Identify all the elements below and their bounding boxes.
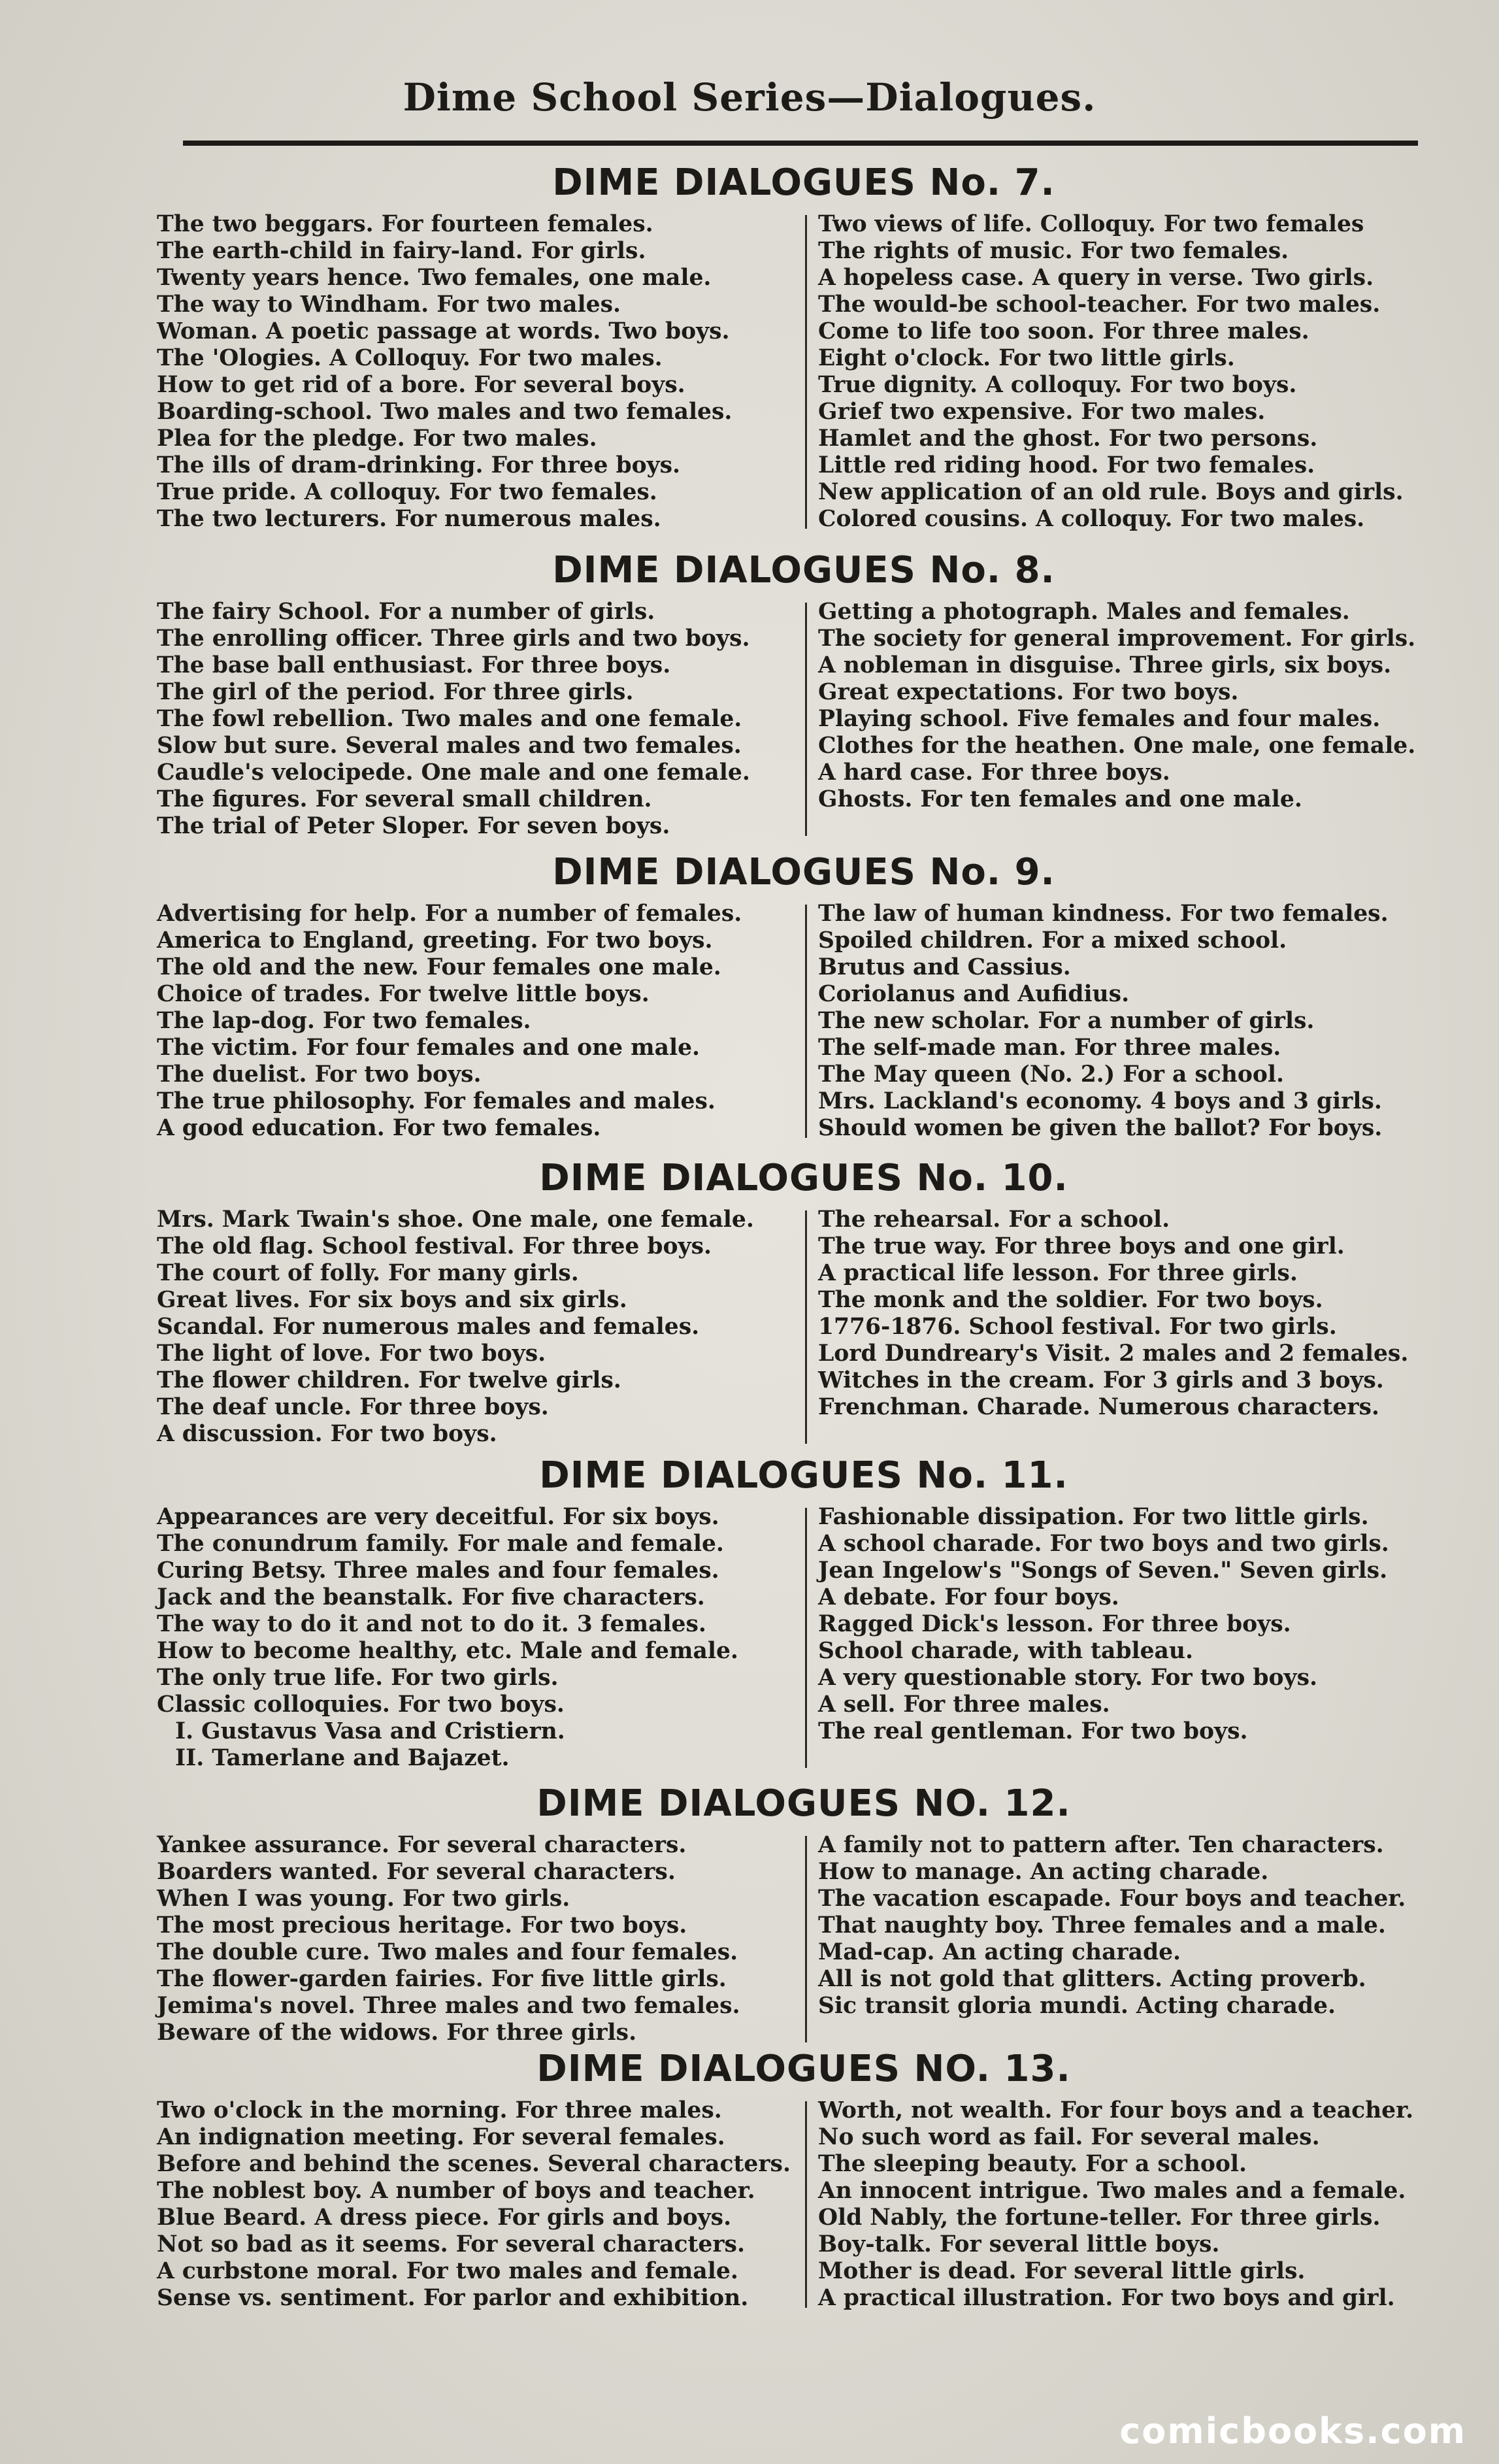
dialogue-entry: Slow but sure. Several males and two females. — [157, 733, 742, 759]
dialogue-entry: Come to life too soon. For three males. — [818, 318, 1310, 344]
section-columns — [157, 1832, 1451, 2046]
dialogue-entry: Boy-talk. For several little boys. — [818, 2231, 1220, 2257]
section-columns — [157, 1504, 1451, 1772]
section-title: DIME DIALOGUES NO. 13. — [536, 2048, 1071, 2090]
dialogue-entry: Jemima's novel. Three males and two females. — [157, 1993, 740, 2019]
dialogues-section — [157, 1781, 1451, 2046]
dialogue-entry: A sell. For three males. — [818, 1691, 1110, 1718]
dialogue-entry: Jean Ingelow's "Songs of Seven." Seven girls. — [818, 1557, 1388, 1584]
dialogue-entry: The conundrum family. For male and female. — [157, 1531, 724, 1557]
dialogue-entry: A curbstone moral. For two males and female. — [157, 2258, 738, 2284]
section-columns — [157, 599, 1451, 840]
dialogue-entry: The rights of music. For two females. — [818, 238, 1289, 264]
dialogue-entry: Ghosts. For ten females and one male. — [818, 786, 1302, 812]
dialogue-entry: A school charade. For two boys and two girls. — [818, 1531, 1389, 1557]
section-title: DIME DIALOGUES No. 8. — [552, 549, 1055, 591]
column-divider — [805, 2101, 807, 2308]
dialogue-entry: Witches in the cream. For 3 girls and 3 boys. — [818, 1367, 1384, 1393]
dialogue-entry: A very questionable story. For two boys. — [818, 1665, 1318, 1691]
dialogue-entry: Scandal. For numerous males and females. — [157, 1314, 700, 1340]
dialogue-entry: The vacation escapade. Four boys and teacher. — [818, 1886, 1406, 1912]
dialogue-entry: How to become healthy, etc. Male and female. — [157, 1638, 738, 1664]
dialogue-entry: The trial of Peter Sloper. For seven boys. — [157, 813, 670, 839]
left-column — [157, 1832, 804, 2046]
column-divider — [805, 1836, 807, 2042]
dialogue-entry: A good education. For two females. — [157, 1115, 601, 1141]
right-column — [804, 599, 1451, 840]
dialogue-entry: Sense vs. sentiment. For parlor and exhibition. — [157, 2285, 749, 2311]
column-divider — [805, 603, 807, 836]
dialogue-entry: The earth-child in fairy-land. For girls. — [157, 238, 646, 264]
right-column — [804, 2097, 1451, 2312]
dialogue-entry: The victim. For four females and one male. — [157, 1035, 700, 1061]
dialogue-entry: Clothes for the heathen. One male, one female. — [818, 733, 1416, 759]
right-column — [804, 1832, 1451, 2046]
dialogue-entry: A debate. For four boys. — [818, 1584, 1119, 1610]
dialogue-entry: The would-be school-teacher. For two males. — [818, 291, 1381, 318]
dialogue-entry: Mother is dead. For several little girls. — [818, 2258, 1306, 2284]
page-header: Dime School Series—Dialogues. — [403, 75, 1096, 120]
dialogue-entry: A practical illustration. For two boys and girl. — [818, 2285, 1395, 2311]
dialogue-entry: The base ball enthusiast. For three boys. — [157, 652, 671, 678]
dialogue-entry: The monk and the soldier. For two boys. — [818, 1287, 1323, 1313]
dialogue-entry: Caudle's velocipede. One male and one female. — [157, 759, 750, 786]
dialogue-entry: The real gentleman. For two boys. — [818, 1718, 1248, 1744]
dialogue-entry: An indignation meeting. For several females. — [157, 2124, 725, 2150]
dialogue-entry: Woman. A poetic passage at words. Two boys. — [157, 318, 730, 344]
dialogue-entry: I. Gustavus Vasa and Cristiern. — [175, 1718, 565, 1744]
dialogue-entry: Boarding-school. Two males and two females. — [157, 399, 733, 425]
dialogue-entry: The society for general improvement. For girls. — [818, 625, 1416, 652]
section-title: DIME DIALOGUES NO. 12. — [536, 1782, 1071, 1825]
dialogue-entry: The new scholar. For a number of girls. — [818, 1008, 1315, 1034]
dialogue-entry: The ills of dram-drinking. For three boys. — [157, 452, 681, 478]
dialogue-entry: True dignity. A colloquy. For two boys. — [818, 372, 1297, 398]
dialogue-entry: Spoiled children. For a mixed school. — [818, 927, 1287, 954]
dialogue-entry: Getting a photograph. Males and females. — [818, 599, 1350, 625]
dialogue-entry: The way to do it and not to do it. 3 females. — [157, 1611, 706, 1637]
dialogue-entry: The self-made man. For three males. — [818, 1035, 1281, 1061]
dialogue-entry: Frenchman. Charade. Numerous characters. — [818, 1394, 1379, 1420]
dialogue-entry: Appearances are very deceitful. For six boys. — [157, 1504, 719, 1530]
dialogue-entry: America to England, greeting. For two boys. — [157, 927, 713, 954]
dialogue-entry: Two views of life. Colloquy. For two females — [818, 211, 1364, 237]
dialogue-entry: Choice of trades. For twelve little boys. — [157, 981, 650, 1007]
dialogue-entry: True pride. A colloquy. For two females. — [157, 479, 657, 505]
dialogue-entry: Advertising for help. For a number of females. — [157, 901, 742, 927]
dialogue-entry: Hamlet and the ghost. For two persons. — [818, 425, 1318, 452]
dialogue-entry: A practical life lesson. For three girls. — [818, 1260, 1298, 1286]
left-column — [157, 211, 804, 533]
dialogue-entry: Should women be given the ballot? For boys. — [818, 1115, 1383, 1141]
dialogue-entry: The light of love. For two boys. — [157, 1340, 546, 1367]
dialogue-entry: All is not gold that glitters. Acting proverb. — [818, 1966, 1366, 1992]
dialogue-entry: When I was young. For two girls. — [157, 1886, 570, 1912]
section-columns — [157, 2097, 1451, 2312]
dialogue-entry: The lap-dog. For two females. — [157, 1008, 531, 1034]
dialogue-entry: The duelist. For two boys. — [157, 1061, 482, 1088]
dialogue-entry: The flower-garden fairies. For five little girls. — [157, 1966, 727, 1992]
column-divider — [805, 905, 807, 1138]
dialogue-entry: The 'Ologies. A Colloquy. For two males. — [157, 345, 663, 371]
column-divider — [805, 215, 807, 529]
dialogue-entry: A family not to pattern after. Ten characters. — [818, 1832, 1384, 1858]
dialogue-entry: The true philosophy. For females and males. — [157, 1088, 716, 1114]
dialogue-entry: Classic colloquies. For two boys. — [157, 1691, 565, 1718]
dialogue-entry: New application of an old rule. Boys and girls. — [818, 479, 1404, 505]
dialogue-entry: The noblest boy. A number of boys and teacher. — [157, 2178, 755, 2204]
dialogue-entry: The law of human kindness. For two females. — [818, 901, 1389, 927]
right-column — [804, 1207, 1451, 1448]
dialogues-section — [157, 548, 1451, 840]
dialogue-entry: Little red riding hood. For two females. — [818, 452, 1315, 478]
dialogue-entry: A nobleman in disguise. Three girls, six boys. — [818, 652, 1392, 678]
dialogues-section — [157, 1453, 1451, 1772]
dialogue-entry: Plea for the pledge. For two males. — [157, 425, 597, 452]
section-title: DIME DIALOGUES No. 10. — [539, 1157, 1068, 1199]
right-column — [804, 1504, 1451, 1772]
dialogue-entry: A hard case. For three boys. — [818, 759, 1170, 786]
dialogue-entry: The way to Windham. For two males. — [157, 291, 621, 318]
left-column — [157, 2097, 804, 2312]
dialogue-entry: Boarders wanted. For several characters. — [157, 1859, 676, 1885]
dialogue-entry: A hopeless case. A query in verse. Two girls. — [818, 265, 1374, 291]
dialogue-entry: Mrs. Lackland's economy. 4 boys and 3 girls. — [818, 1088, 1382, 1114]
dialogue-entry: Mad-cap. An acting charade. — [818, 1939, 1181, 1965]
dialogue-entry: The girl of the period. For three girls. — [157, 679, 634, 705]
dialogue-entry: Yankee assurance. For several characters. — [157, 1832, 687, 1858]
section-columns — [157, 211, 1451, 533]
section-columns — [157, 1207, 1451, 1448]
dialogue-entry: Worth, not wealth. For four boys and a teacher. — [818, 2097, 1414, 2123]
dialogue-entry: The flower children. For twelve girls. — [157, 1367, 621, 1393]
dialogue-entry: How to get rid of a bore. For several boys. — [157, 372, 685, 398]
dialogue-entry: The double cure. Two males and four females. — [157, 1939, 738, 1965]
dialogue-entry: The court of folly. For many girls. — [157, 1260, 579, 1286]
dialogue-entry: Great expectations. For two boys. — [818, 679, 1239, 705]
column-divider — [805, 1508, 807, 1768]
dialogue-entry: The enrolling officer. Three girls and two boys. — [157, 625, 750, 652]
dialogue-entry: Two o'clock in the morning. For three males. — [157, 2097, 722, 2123]
dialogue-entry: Brutus and Cassius. — [818, 954, 1071, 980]
dialogue-entry: Lord Dundreary's Visit. 2 males and 2 females. — [818, 1340, 1409, 1367]
dialogue-entry: The figures. For several small children. — [157, 786, 652, 812]
dialogue-entry: Twenty years hence. Two females, one male. — [157, 265, 712, 291]
dialogue-entry: Sic transit gloria mundi. Acting charade. — [818, 1993, 1336, 2019]
dialogue-entry: The fairy School. For a number of girls. — [157, 599, 655, 625]
dialogue-entry: The old flag. School festival. For three boys. — [157, 1233, 712, 1259]
dialogues-section — [157, 160, 1451, 533]
dialogue-entry: Beware of the widows. For three girls. — [157, 2020, 637, 2046]
section-title: DIME DIALOGUES No. 7. — [552, 161, 1055, 204]
dialogue-entry: Colored cousins. A colloquy. For two males. — [818, 506, 1365, 532]
dialogue-entry: The sleeping beauty. For a school. — [818, 2151, 1247, 2177]
dialogues-section — [157, 850, 1451, 1142]
dialogue-entry: The fowl rebellion. Two males and one female. — [157, 706, 742, 732]
dialogue-entry: How to manage. An acting charade. — [818, 1859, 1269, 1885]
column-divider — [805, 1210, 807, 1444]
dialogue-entry: A discussion. For two boys. — [157, 1421, 497, 1447]
right-column — [804, 901, 1451, 1142]
dialogue-entry: No such word as fail. For several males. — [818, 2124, 1320, 2150]
dialogue-entry: Grief two expensive. For two males. — [818, 399, 1266, 425]
dialogue-entry: The true way. For three boys and one girl. — [818, 1233, 1345, 1259]
dialogue-entry: Coriolanus and Aufidius. — [818, 981, 1130, 1007]
dialogue-entry: The two beggars. For fourteen females. — [157, 211, 653, 237]
dialogue-entry: The only true life. For two girls. — [157, 1665, 559, 1691]
left-column — [157, 599, 804, 840]
dialogue-entry: The most precious heritage. For two boys. — [157, 1912, 687, 1939]
dialogue-entry: School charade, with tableau. — [818, 1638, 1193, 1664]
section-title: DIME DIALOGUES No. 11. — [539, 1454, 1068, 1497]
dialogue-entry: Curing Betsy. Three males and four females. — [157, 1557, 719, 1584]
dialogue-entry: The old and the new. Four females one male. — [157, 954, 721, 980]
dialogue-entry: The deaf uncle. For three boys. — [157, 1394, 549, 1420]
right-column — [804, 211, 1451, 533]
dialogue-entry: Playing school. Five females and four males. — [818, 706, 1381, 732]
dialogue-entry: That naughty boy. Three females and a male. — [818, 1912, 1386, 1939]
section-columns — [157, 901, 1451, 1142]
dialogue-entry: The May queen (No. 2.) For a school. — [818, 1061, 1284, 1088]
left-column — [157, 1504, 804, 1772]
dialogue-entry: Old Nably, the fortune-teller. For three girls. — [818, 2205, 1381, 2231]
dialogue-entry: Not so bad as it seems. For several characters. — [157, 2231, 745, 2257]
dialogue-entry: The rehearsal. For a school. — [818, 1207, 1170, 1233]
watermark: comicbooks.com — [1119, 2410, 1466, 2452]
dialogues-section — [157, 2046, 1451, 2312]
dialogue-entry: Mrs. Mark Twain's shoe. One male, one female. — [157, 1207, 754, 1233]
left-column — [157, 1207, 804, 1448]
dialogues-section — [157, 1156, 1451, 1448]
dialogue-entry: Ragged Dick's lesson. For three boys. — [818, 1611, 1291, 1637]
dialogue-entry: Eight o'clock. For two little girls. — [818, 345, 1235, 371]
header-rule — [183, 141, 1418, 146]
dialogue-entry: Fashionable dissipation. For two little girls. — [818, 1504, 1369, 1530]
dialogue-entry: An innocent intrigue. Two males and a female. — [818, 2178, 1406, 2204]
dialogue-entry: Jack and the beanstalk. For five characters. — [157, 1584, 705, 1610]
dialogue-entry: 1776-1876. School festival. For two girls. — [818, 1314, 1337, 1340]
dialogue-entry: II. Tamerlane and Bajazet. — [175, 1745, 510, 1771]
section-title: DIME DIALOGUES No. 9. — [552, 851, 1055, 893]
dialogue-entry: Great lives. For six boys and six girls. — [157, 1287, 627, 1313]
dialogue-entry: Before and behind the scenes. Several characters. — [157, 2151, 791, 2177]
dialogue-entry: Blue Beard. A dress piece. For girls and boys. — [157, 2205, 732, 2231]
left-column — [157, 901, 804, 1142]
dialogue-entry: The two lecturers. For numerous males. — [157, 506, 661, 532]
